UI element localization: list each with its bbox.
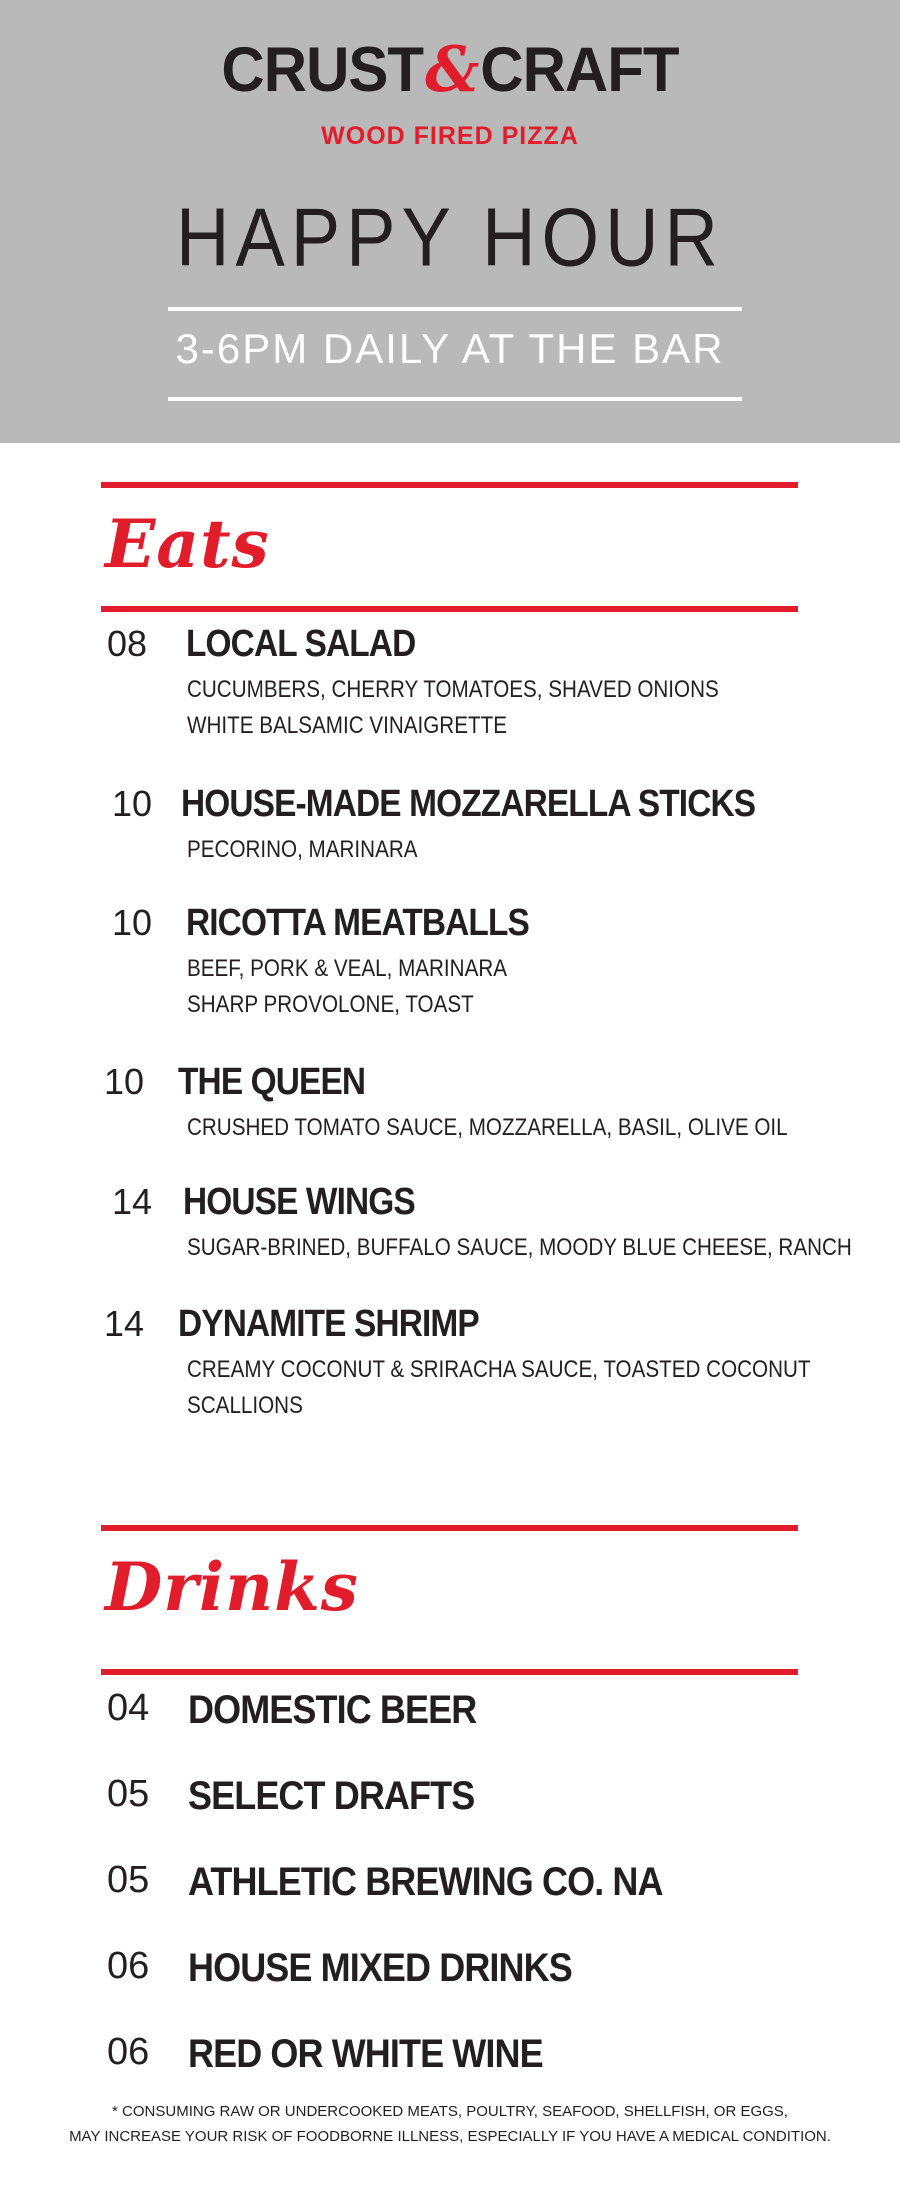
item-price: 10 (112, 783, 153, 824)
item-desc-line: PECORINO, MARINARA (187, 836, 418, 863)
item-desc-line: CRUSHED TOMATO SAUCE, MOZZARELLA, BASIL, OLIVE OIL (187, 1114, 788, 1141)
drink-price: 04 (107, 1687, 150, 1729)
item-desc-line: CUCUMBERS, CHERRY TOMATOES, SHAVED ONIONS (187, 676, 719, 703)
item-price: 14 (104, 1303, 145, 1344)
disclaimer-line: * CONSUMING RAW OR UNDERCOOKED MEATS, POULTRY, SEAFOOD, SHELLFISH, OR EGGS, (112, 2103, 788, 2120)
item-price: 14 (112, 1181, 153, 1222)
item-name: HOUSE WINGS (183, 1181, 415, 1223)
drinks-rule-top (101, 1525, 798, 1531)
drinks-rule-bottom (101, 1669, 798, 1675)
drinks-title: Drinks (105, 1548, 359, 1626)
brand-tagline: WOOD FIRED PIZZA (321, 122, 579, 150)
drink-name: ATHLETIC BREWING CO. NA (188, 1860, 663, 1904)
brand-logo (0, 33, 900, 107)
brand-ampersand: & (425, 33, 479, 107)
drink-price: 05 (107, 1859, 150, 1901)
item-name: THE QUEEN (178, 1061, 366, 1103)
hours-rule-bottom (168, 397, 742, 401)
eats-title: Eats (105, 505, 270, 583)
drink-name: RED OR WHITE WINE (188, 2032, 543, 2076)
item-desc-line: WHITE BALSAMIC VINAIGRETTE (187, 712, 507, 739)
drink-name: DOMESTIC BEER (188, 1688, 477, 1732)
hours-text: 3-6PM DAILY AT THE BAR (175, 325, 725, 372)
brand-name-right: CRAFT (480, 34, 679, 105)
item-desc-line: BEEF, PORK & VEAL, MARINARA (187, 955, 508, 982)
drink-price: 06 (107, 1945, 150, 1987)
item-desc-line: SUGAR-BRINED, BUFFALO SAUCE, MOODY BLUE CHEESE, RANCH (187, 1234, 852, 1261)
item-name: HOUSE-MADE MOZZARELLA STICKS (181, 783, 756, 825)
item-desc-line: SHARP PROVOLONE, TOAST (187, 991, 474, 1018)
item-name: LOCAL SALAD (186, 623, 416, 665)
item-price: 08 (107, 623, 148, 664)
page-title: HAPPY HOUR (176, 190, 724, 284)
item-desc-line: CREAMY COCONUT & SRIRACHA SAUCE, TOASTED COCONUT (187, 1356, 811, 1383)
item-price: 10 (112, 902, 153, 943)
item-price: 10 (104, 1061, 145, 1102)
item-name: RICOTTA MEATBALLS (186, 902, 529, 944)
brand-name-left: CRUST (221, 34, 424, 105)
item-desc-line: SCALLIONS (187, 1392, 303, 1419)
eats-rule-top (101, 482, 798, 488)
hours-rule-top (168, 307, 742, 311)
disclaimer-line: MAY INCREASE YOUR RISK OF FOODBORNE ILLNESS, ESPECIALLY IF YOU HAVE A MEDICAL CONDITION. (69, 2128, 831, 2145)
header-banner (0, 0, 900, 443)
eats-rule-bottom (101, 606, 798, 612)
drink-name: HOUSE MIXED DRINKS (188, 1946, 572, 1990)
drink-price: 05 (107, 1773, 150, 1815)
drink-name: SELECT DRAFTS (188, 1774, 475, 1818)
drink-price: 06 (107, 2031, 150, 2073)
item-name: DYNAMITE SHRIMP (178, 1303, 479, 1345)
